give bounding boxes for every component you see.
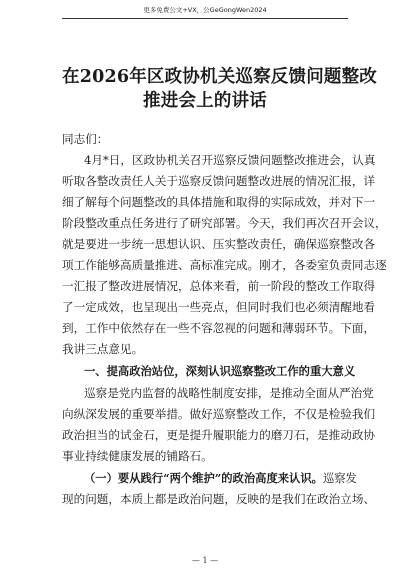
body-line: 了一定成效，也呈现出一些亮点，但同时我们也必须清醒地看 (62, 300, 376, 314)
body-line: 听取各整改责任人关于巡察反馈问题整改进展的情况汇报，详 (62, 174, 376, 188)
document-title-line-2: 推进会上的讲话 (143, 91, 267, 111)
body-line: 现的问题，本质上都是政治问题，反映的是我们在政治立场、 (62, 492, 376, 506)
body-line: 项工作能够高质量推进、高标准完成。刚才，各委室负责同志逐 (62, 258, 387, 272)
header-note: 更多免费公文+VX，公GeGongWen2024 (143, 6, 267, 14)
salutation: 同志们： (62, 132, 109, 146)
subsection-1-trailing-text: 巡察发 (322, 472, 357, 485)
body-line: 细了解每个问题整改的具体措施和取得的实际成效，并对下一 (62, 195, 376, 209)
body-line: 到，工作中依然存在一些不容忽视的问题和薄弱环节。下面， (62, 321, 376, 335)
body-line: 阶段整改重点任务进行了研究部署。今天，我们再次召开会议， (62, 216, 387, 230)
page-number: — 1 — (191, 556, 219, 565)
body-line: 向纵深发展的重要举措。做好巡察整改工作，不仅是检验我们 (62, 407, 376, 421)
body-line: 政治担当的试金石，更是提升履职能力的磨刀石，是推动政协 (62, 428, 376, 442)
body-line: 4月*日，区政协机关召开巡察反馈问题整改推进会，认真 (84, 153, 376, 167)
section-1-heading: 一、提高政治站位，深刻认识巡察整改工作的重大意义 (84, 364, 356, 378)
body-line: 就是要进一步统一思想认识、压实整改责任，确保巡察整改各 (62, 237, 376, 251)
body-line: 一汇报了整改进展情况，总体来看，前一阶段的整改工作取得 (62, 279, 376, 293)
document-title-line-1: 在2026年区政协机关巡察反馈问题整改 (62, 67, 378, 87)
subsection-1-line (84, 471, 357, 486)
header-divider (62, 18, 348, 19)
body-line: 事业持续健康发展的铺路石。 (62, 449, 213, 463)
body-line: 巡察是党内监督的战略性制度安排，是推动全面从严治党 (84, 386, 374, 400)
subsection-1-heading: （一）要从践行“两个维护”的政治高度来认识。 (84, 471, 323, 485)
body-line: 我讲三点意见。 (62, 342, 144, 356)
